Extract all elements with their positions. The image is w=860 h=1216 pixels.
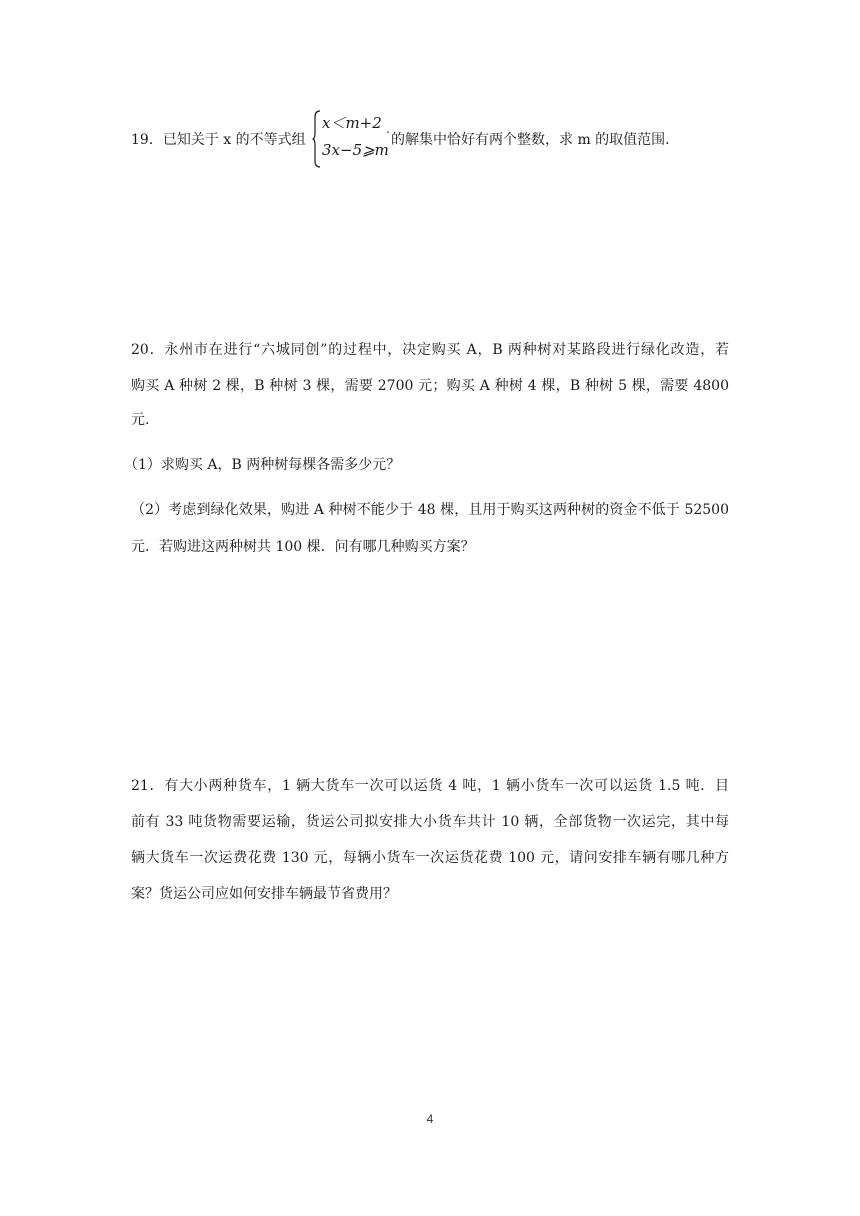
question-21-line-4: 案？货运公司应如何安排车辆最节省费用？	[131, 886, 397, 902]
question-21-line-2: 前有 33 吨货物需要运输，货运公司拟安排大小货车共计 10 辆，全部货物一次运完，其中每	[131, 814, 729, 830]
question-20-part-1: （1）求购买 A，B 两种树每棵各需多少元？	[124, 457, 401, 473]
inequality-system-dot: .	[386, 122, 390, 136]
question-21-line-3: 辆大货车一次运费花费 130 元，每辆小货车一次运货花费 100 元，请问安排车辆有哪几种方	[131, 850, 729, 866]
question-19-stem-start	[131, 130, 306, 150]
question-20-line-2: 购买 A 种树 2 棵，B 种树 3 棵，需要 2700 元；购买 A 种树 4 棵，B 种树 5 棵，需要 4800	[131, 378, 729, 394]
question-20-line-3: 元.	[131, 412, 150, 428]
question-20-part-2-line-2: 元．若购进这两种树共 100 棵．问有哪几种购买方案？	[131, 539, 475, 555]
left-brace-icon	[312, 110, 322, 168]
inequality-2: 3x−5⩾m	[322, 141, 389, 159]
inequality-system	[312, 110, 392, 168]
question-19-text-before: 19．已知关于 x 的不等式组	[131, 132, 306, 148]
page-number: 4	[426, 1112, 434, 1126]
inequality-1: x＜m+2	[322, 114, 382, 132]
question-19-text-after: 的解集中恰好有两个整数，求 m 的取值范围.	[391, 132, 670, 148]
question-21-line-1: 21．有大小两种货车，1 辆大货车一次可以运货 4 吨，1 辆小货车一次可以运货 1.5 吨．目	[131, 778, 729, 794]
question-20-part-2-line-1: （2）考虑到绿化效果，购进 A 种树不能少于 48 棵，且用于购买这两种树的资金不低于 52500	[131, 502, 729, 518]
question-19-stem-end	[391, 130, 670, 150]
question-20-line-1: 20．永州市在进行“六城同创”的过程中，决定购买 A，B 两种树对某路段进行绿化改造，若	[131, 342, 729, 358]
